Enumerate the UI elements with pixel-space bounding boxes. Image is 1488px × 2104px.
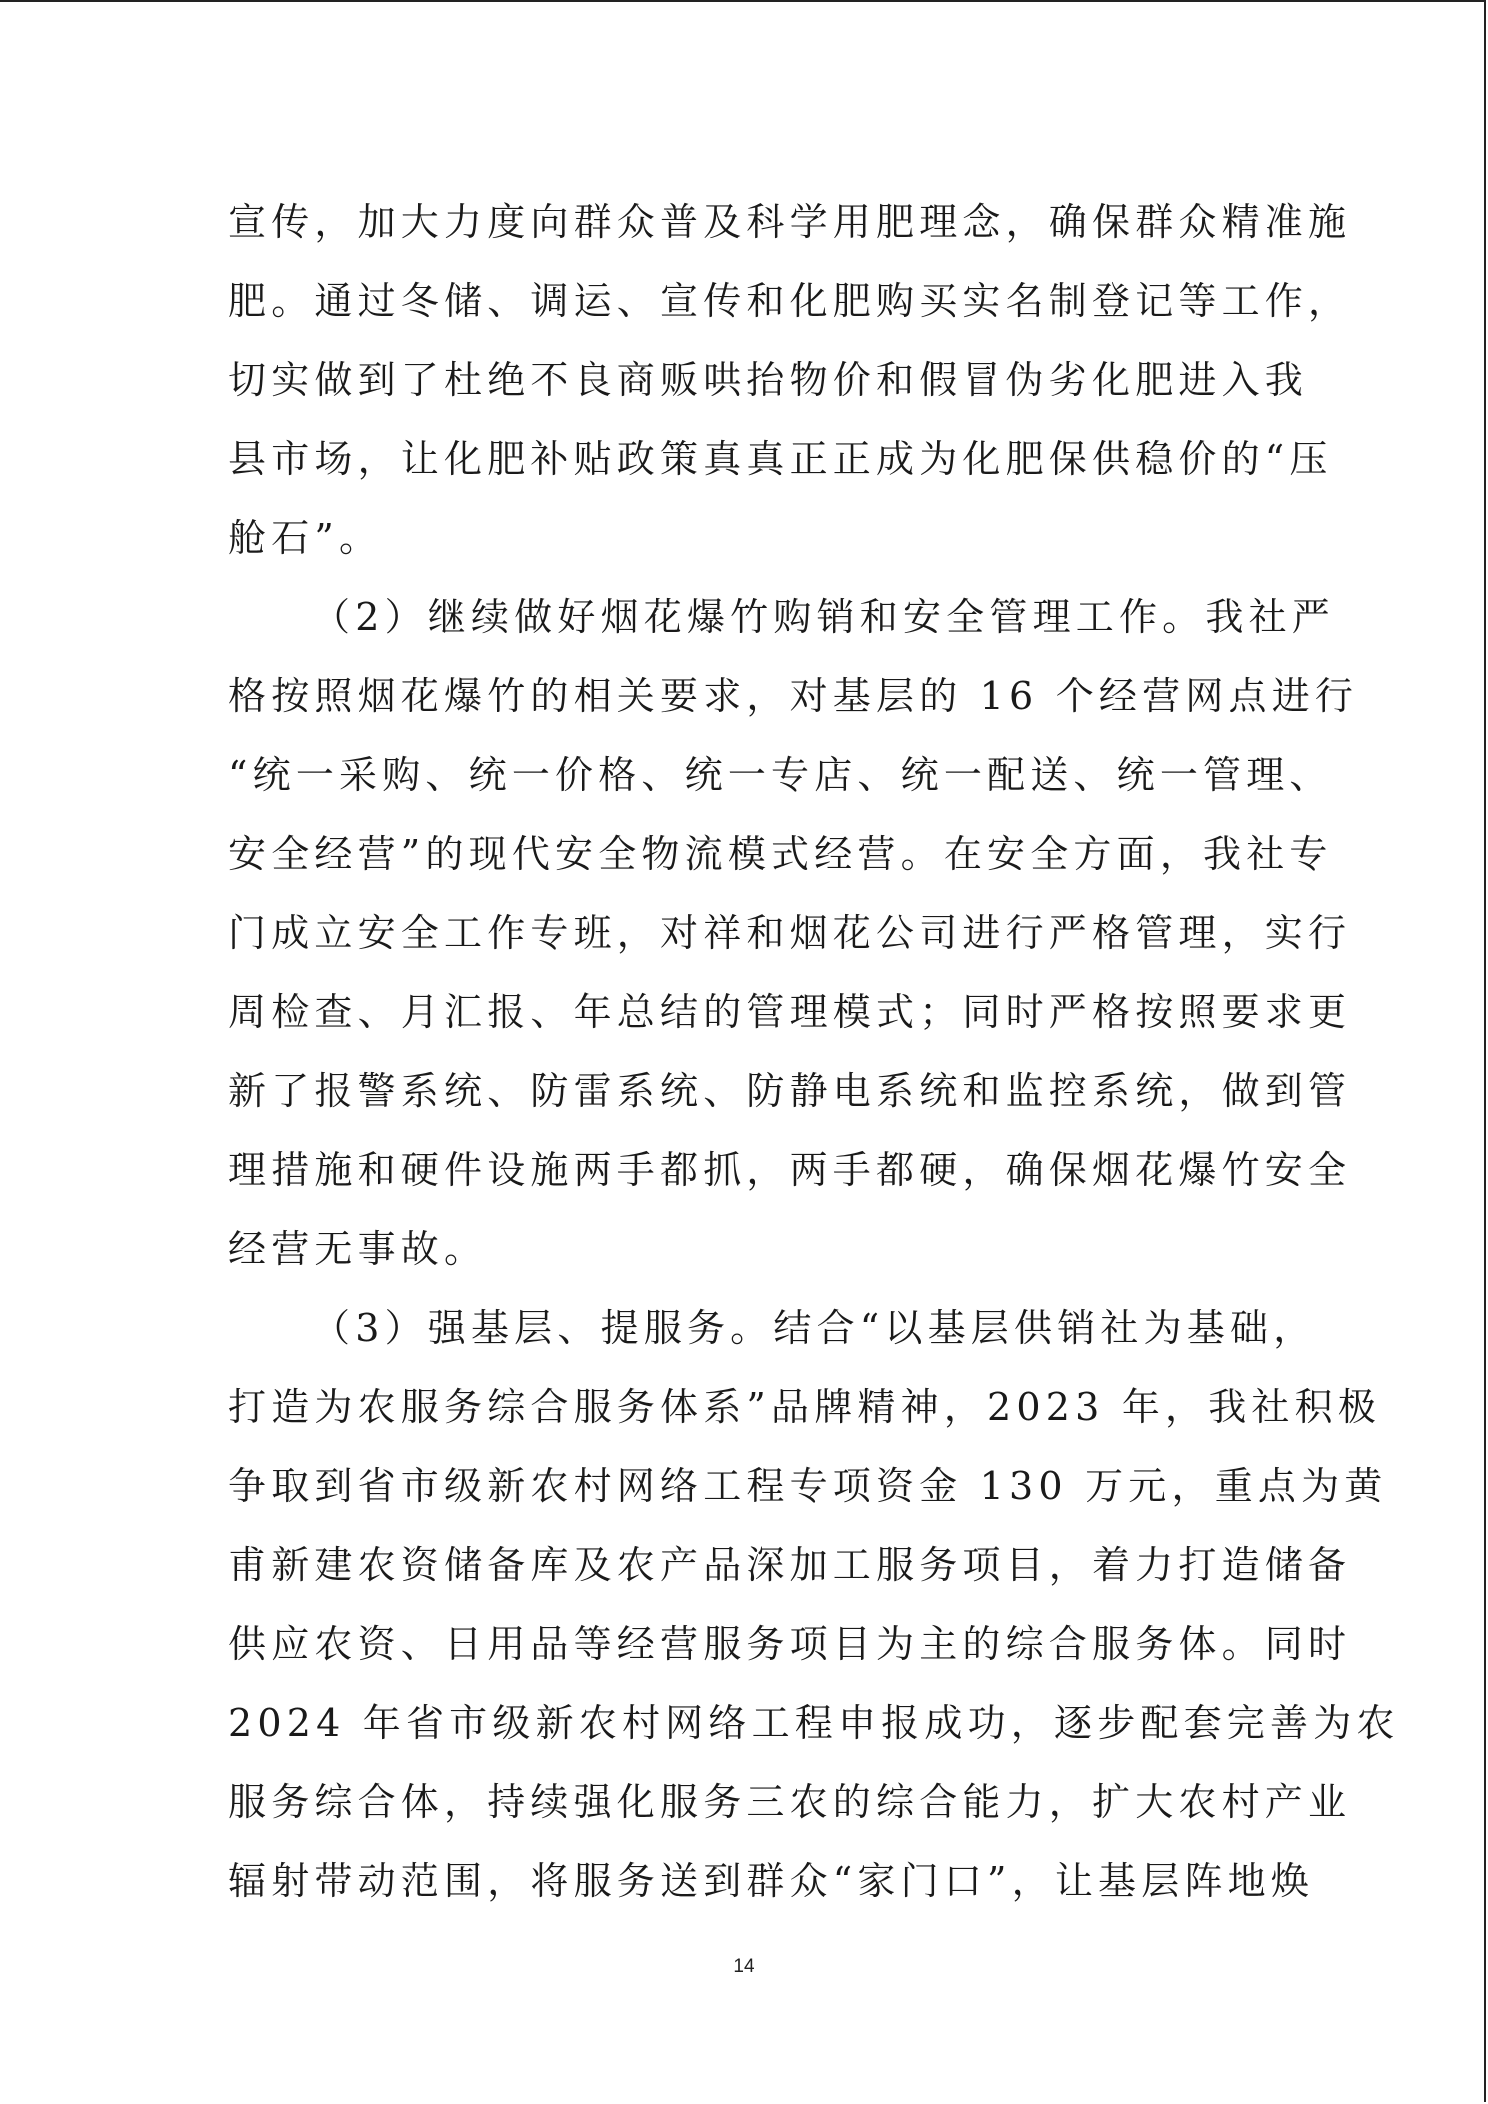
text-line: 甫新建农资储备库及农产品深加工服务项目，着力打造储备 (228, 1543, 1352, 1587)
text-line: 经营无事故。 (228, 1227, 488, 1271)
body-text (228, 186, 1400, 1924)
text-line: 打造为农服务综合服务体系”品牌精神，2023 年，我社积极 (228, 1385, 1382, 1429)
text-line: 舱石”。 (228, 516, 383, 560)
text-line: 周检查、月汇报、年总结的管理模式；同时严格按照要求更 (228, 990, 1352, 1034)
text-line: 门成立安全工作专班，对祥和烟花公司进行严格管理，实行 (228, 911, 1352, 955)
text-line: （2）继续做好烟花爆竹购销和安全管理工作。我社严 (312, 595, 1335, 639)
text-line: 县市场，让化肥补贴政策真真正正成为化肥保供稳价的“压 (228, 437, 1333, 481)
text-line: 服务综合体，持续强化服务三农的综合能力，扩大农村产业 (228, 1780, 1352, 1824)
text-line: 供应农资、日用品等经营服务项目为主的综合服务体。同时 (228, 1622, 1352, 1666)
text-line: 切实做到了杜绝不良商贩哄抬物价和假冒伪劣化肥进入我 (228, 358, 1309, 402)
text-line: 理措施和硬件设施两手都抓，两手都硬，确保烟花爆竹安全 (228, 1148, 1352, 1192)
page-number: 14 (733, 1956, 755, 1977)
text-line: 安全经营”的现代安全物流模式经营。在安全方面，我社专 (228, 832, 1333, 876)
text-line: 新了报警系统、防雷系统、防静电系统和监控系统，做到管 (228, 1069, 1352, 1113)
text-line: 辐射带动范围，将服务送到群众“家门口”，让基层阵地焕 (228, 1859, 1315, 1903)
text-line: （3）强基层、提服务。结合“以基层供销社为基础， (312, 1306, 1317, 1350)
text-line: 格按照烟花爆竹的相关要求，对基层的 16 个经营网点进行 (228, 674, 1359, 718)
text-line: 2024 年省市级新农村网络工程申报成功，逐步配套完善为农 (228, 1701, 1400, 1745)
text-line: “统一采购、统一价格、统一专店、统一配送、统一管理、 (228, 753, 1333, 797)
text-line: 宣传，加大力度向群众普及科学用肥理念，确保群众精准施 (228, 200, 1352, 244)
text-line: 肥。通过冬储、调运、宣传和化肥购买实名制登记等工作， (228, 279, 1352, 323)
text-line: 争取到省市级新农村网络工程专项资金 130 万元，重点为黄 (228, 1464, 1388, 1508)
